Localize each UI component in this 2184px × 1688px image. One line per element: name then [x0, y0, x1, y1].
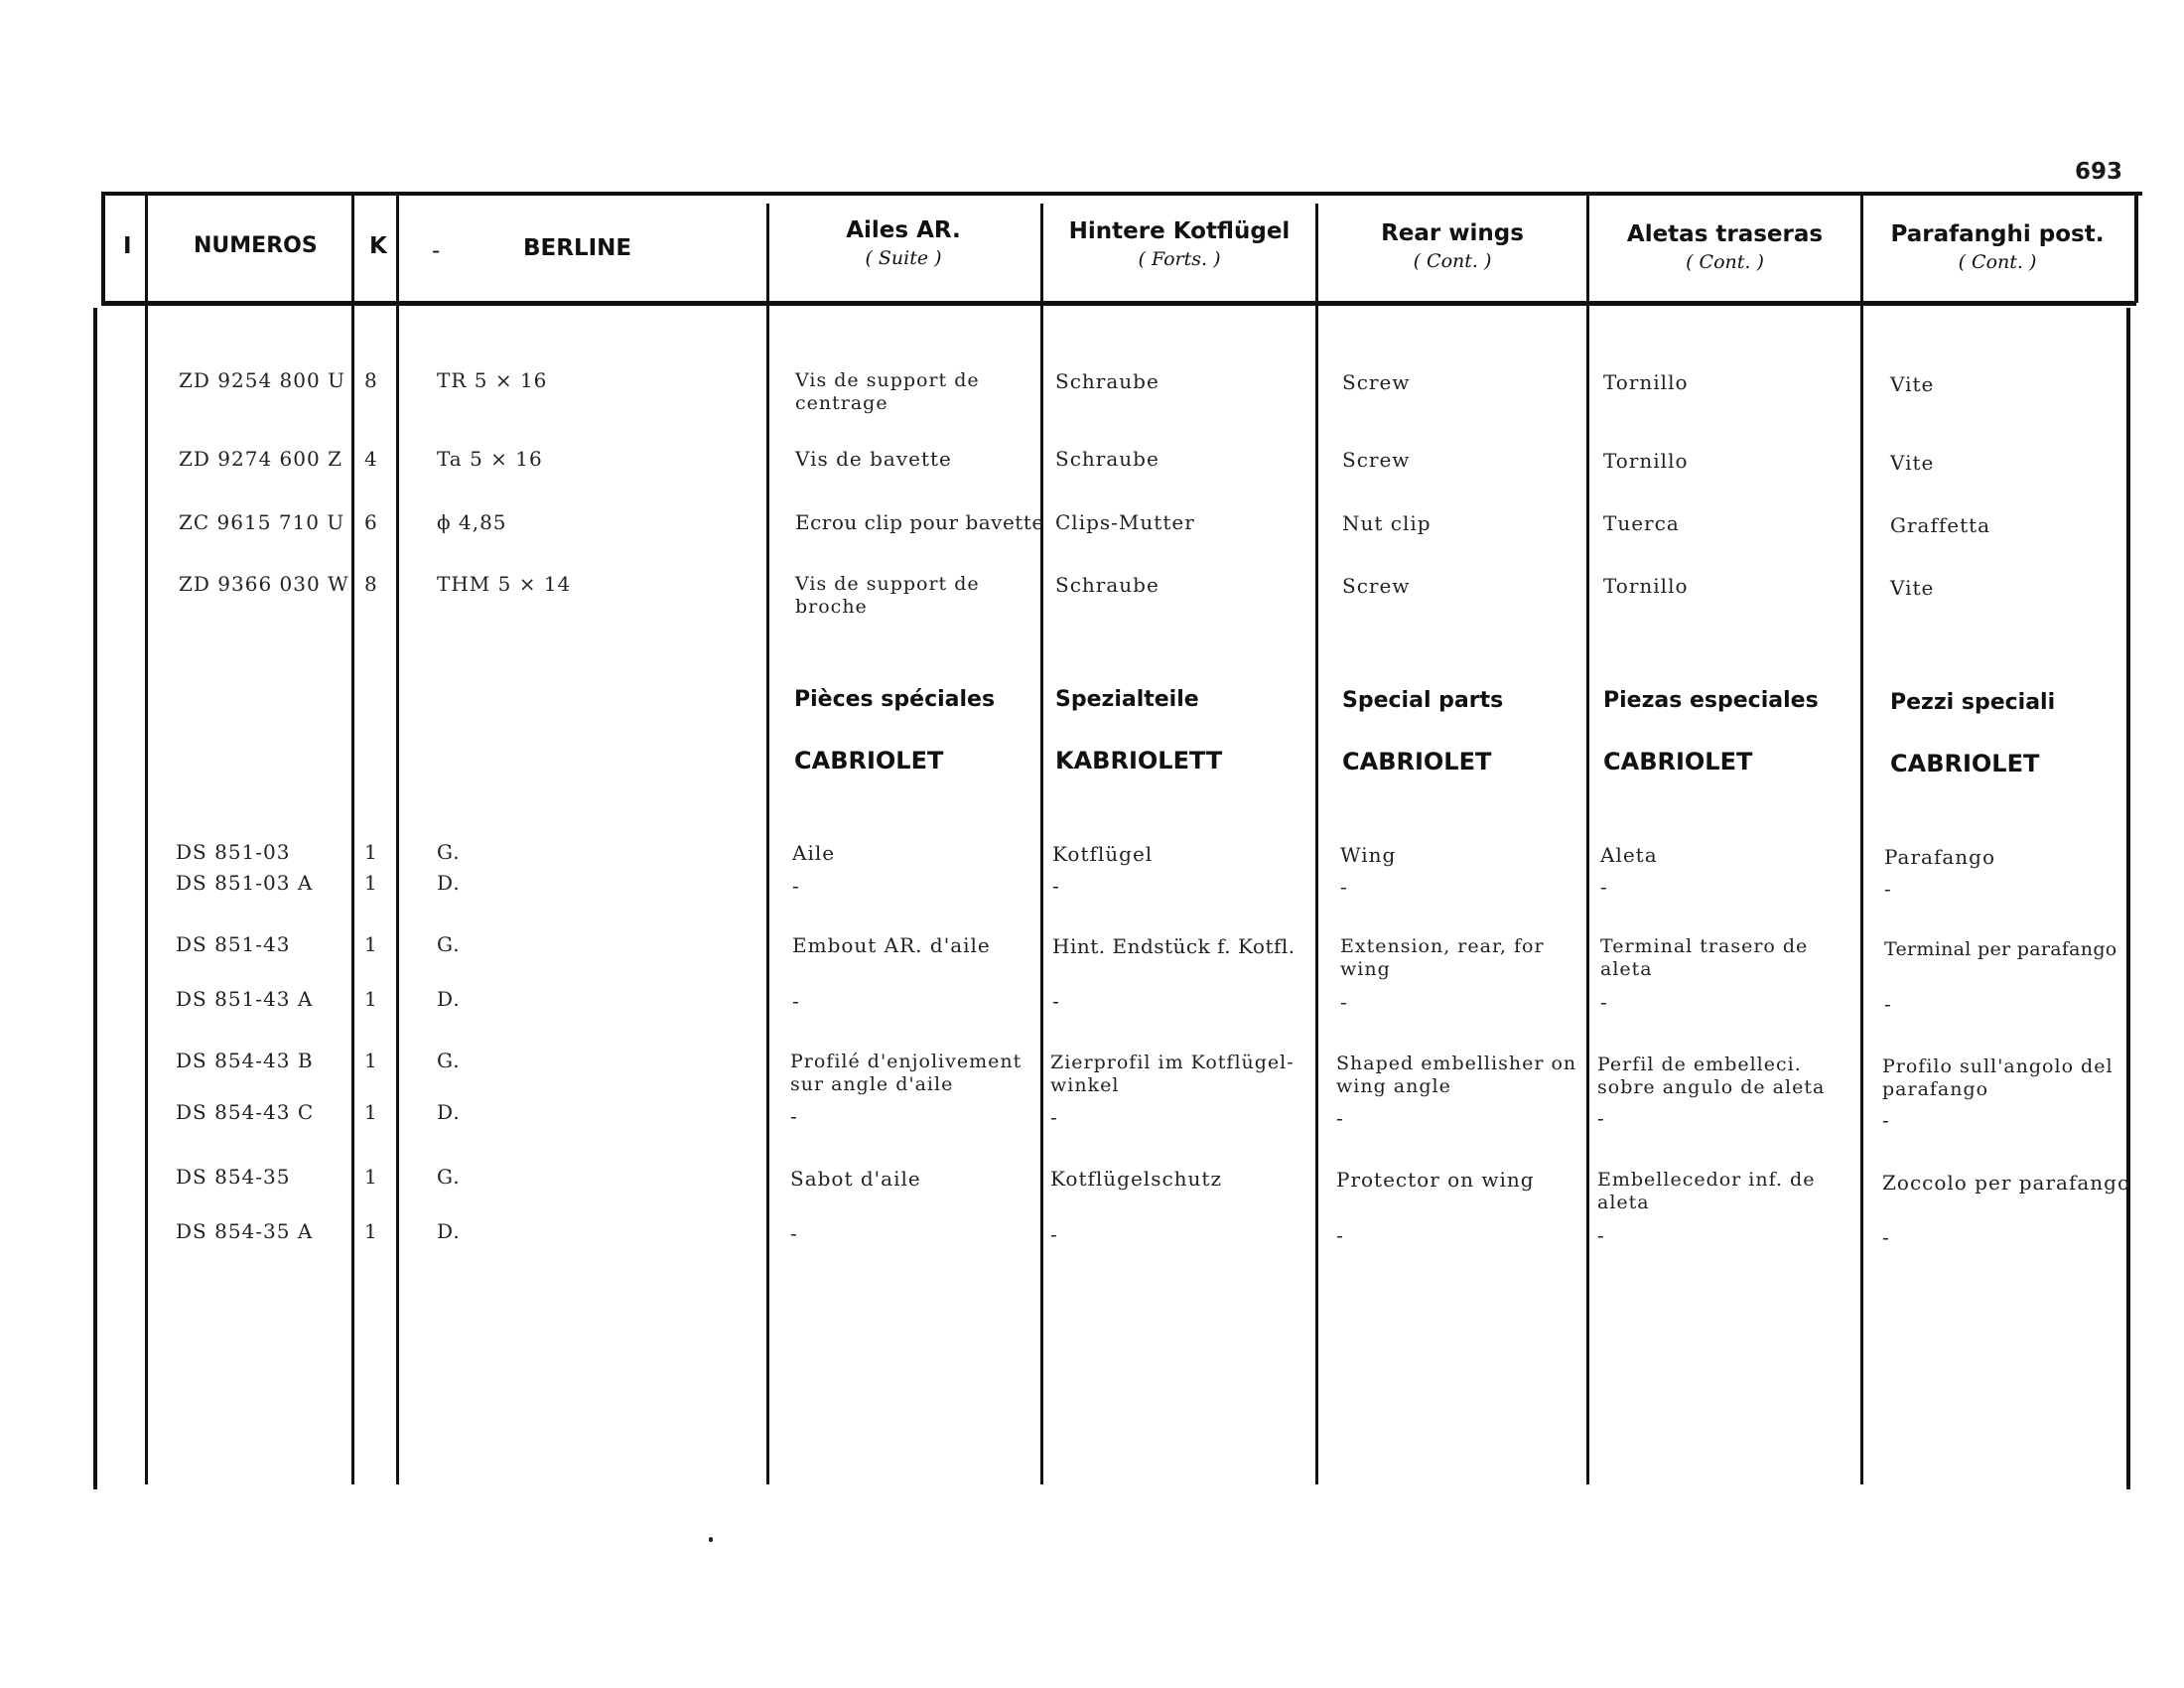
reference: D.	[437, 987, 461, 1011]
reference: D.	[437, 871, 461, 895]
desc-italian: -	[1884, 877, 1892, 901]
section-model-french: CABRIOLET	[794, 747, 944, 774]
desc-italian: -	[1882, 1225, 1890, 1249]
reference: Ta 5 × 16	[437, 447, 543, 471]
desc-english: -	[1340, 875, 1348, 899]
part-number: DS 851-43	[176, 932, 291, 956]
reference: G.	[437, 932, 461, 956]
header-english: Rear wings ( Cont. )	[1381, 220, 1524, 272]
desc-german: Schraube	[1055, 573, 1160, 597]
desc-italian: Terminal per parafango	[1884, 938, 2117, 960]
desc-spanish: Perfil de embelleci. sobre angulo de aleta	[1597, 1054, 1826, 1098]
desc-french: -	[792, 874, 800, 898]
reference: G.	[437, 840, 461, 864]
quantity: 1	[364, 987, 378, 1011]
section-model-german: KABRIOLETT	[1055, 747, 1223, 774]
desc-german: Clips-Mutter	[1055, 510, 1195, 534]
section-model-english: CABRIOLET	[1342, 748, 1492, 775]
desc-french: Vis de bavette	[795, 447, 952, 471]
desc-french: Vis de support de broche	[795, 573, 980, 618]
desc-french: -	[790, 1221, 798, 1245]
desc-german: Kotflügel	[1052, 842, 1154, 866]
part-number: DS 854-43 C	[176, 1100, 315, 1124]
desc-english: Protector on wing	[1336, 1168, 1535, 1192]
header-dash: -	[432, 238, 441, 264]
quantity: 1	[364, 1165, 378, 1189]
reference: ϕ 4,85	[437, 510, 507, 534]
quantity: 1	[364, 871, 378, 895]
reference: G.	[437, 1165, 461, 1189]
frame-right-lower	[2126, 308, 2130, 1489]
desc-french: Vis de support de centrage	[795, 369, 980, 414]
desc-english: -	[1336, 1106, 1344, 1130]
desc-german: -	[1052, 874, 1060, 898]
reference: THM 5 × 14	[437, 572, 572, 596]
desc-german: Schraube	[1055, 447, 1160, 471]
divider-de	[1315, 204, 1318, 1484]
quantity: 1	[364, 1219, 378, 1243]
desc-spanish: Terminal trasero de aleta	[1600, 935, 1809, 980]
divider-berline	[766, 204, 769, 1484]
desc-german: Zierprofil im Kotflügel-winkel	[1050, 1052, 1295, 1096]
desc-italian: Vite	[1890, 576, 1935, 600]
desc-spanish: -	[1600, 875, 1608, 899]
part-number: DS 854-43 B	[176, 1049, 314, 1072]
desc-english: Nut clip	[1342, 511, 1432, 535]
quantity: 1	[364, 1049, 378, 1072]
reference: D.	[437, 1219, 461, 1243]
page-number: 693	[2075, 159, 2123, 185]
desc-italian: Vite	[1890, 372, 1935, 396]
desc-spanish: Embellecedor inf. de aleta	[1597, 1169, 1816, 1213]
desc-english: Extension, rear, for wing	[1340, 935, 1545, 980]
desc-french: -	[790, 1104, 798, 1128]
desc-english: -	[1336, 1223, 1344, 1247]
desc-italian: -	[1882, 1108, 1890, 1132]
section-special-french: Pièces spéciales	[794, 687, 996, 712]
part-number: DS 854-35	[176, 1165, 291, 1189]
header-i: I	[123, 233, 132, 259]
desc-spanish: -	[1597, 1106, 1605, 1130]
desc-french: -	[792, 989, 800, 1013]
quantity: 6	[364, 510, 378, 534]
ink-speck	[709, 1537, 713, 1542]
header-french: Ailes AR. ( Suite )	[846, 217, 961, 269]
desc-german: Kotflügelschutz	[1050, 1167, 1222, 1191]
desc-spanish: Tuerca	[1603, 511, 1680, 535]
desc-italian: Graffetta	[1890, 513, 1991, 537]
part-number: DS 854-35 A	[176, 1219, 314, 1243]
desc-french: Profilé d'enjolivement sur angle d'aile	[790, 1051, 1023, 1095]
divider-en	[1586, 194, 1589, 1484]
desc-italian: Zoccolo per parafango	[1882, 1171, 2130, 1195]
part-number: ZC 9615 710 U	[179, 510, 345, 534]
quantity: 4	[364, 447, 378, 471]
header-k: K	[369, 233, 387, 259]
section-special-italian: Pezzi speciali	[1890, 690, 2056, 715]
header-bottom-rule	[101, 301, 2136, 306]
section-model-italian: CABRIOLET	[1890, 750, 2040, 777]
reference: G.	[437, 1049, 461, 1072]
part-number: DS 851-03 A	[176, 871, 314, 895]
part-number: DS 851-03	[176, 840, 291, 864]
quantity: 1	[364, 932, 378, 956]
section-special-spanish: Piezas especiales	[1603, 688, 1819, 713]
quantity: 1	[364, 1100, 378, 1124]
reference: D.	[437, 1100, 461, 1124]
desc-german: -	[1050, 1222, 1058, 1246]
divider-fr	[1040, 204, 1043, 1484]
desc-french: Aile	[792, 841, 836, 865]
section-special-german: Spezialteile	[1055, 687, 1199, 712]
desc-spanish: -	[1600, 990, 1608, 1014]
part-number: ZD 9274 600 Z	[179, 447, 342, 471]
section-model-spanish: CABRIOLET	[1603, 748, 1753, 775]
header-berline: BERLINE	[523, 235, 632, 261]
desc-french: Ecrou clip pour bavette	[795, 510, 1044, 534]
desc-english: Wing	[1340, 843, 1397, 867]
divider-es	[1860, 194, 1863, 1484]
desc-italian: -	[1884, 992, 1892, 1016]
desc-spanish: Aleta	[1600, 843, 1658, 867]
frame-right	[2134, 194, 2138, 303]
divider-numeros	[351, 194, 354, 1484]
quantity: 1	[364, 840, 378, 864]
desc-english: Screw	[1342, 574, 1411, 598]
desc-spanish: Tornillo	[1603, 449, 1689, 473]
reference: TR 5 × 16	[437, 368, 548, 392]
desc-german: -	[1052, 989, 1060, 1013]
divider-i	[145, 194, 148, 1484]
divider-k	[396, 194, 399, 1484]
header-numeros: NUMEROS	[194, 233, 318, 258]
desc-spanish: -	[1597, 1223, 1605, 1247]
header-german: Hintere Kotflügel ( Forts. )	[1068, 218, 1291, 270]
part-number: DS 851-43 A	[176, 987, 314, 1011]
part-number: ZD 9366 030 W	[179, 572, 349, 596]
frame-left-lower	[93, 308, 97, 1489]
desc-spanish: Tornillo	[1603, 370, 1689, 394]
desc-english: Screw	[1342, 370, 1411, 394]
table-top-rule	[101, 192, 2142, 196]
desc-german: Schraube	[1055, 369, 1160, 393]
desc-italian: Profilo sull'angolo del parafango	[1882, 1055, 2114, 1100]
desc-italian: Vite	[1890, 451, 1935, 475]
quantity: 8	[364, 368, 378, 392]
desc-english: Screw	[1342, 448, 1411, 472]
desc-french: Embout AR. d'aile	[792, 933, 991, 957]
desc-spanish: Tornillo	[1603, 574, 1689, 598]
quantity: 8	[364, 572, 378, 596]
desc-french: Sabot d'aile	[790, 1167, 921, 1191]
desc-german: Hint. Endstück f. Kotfl.	[1052, 934, 1296, 958]
desc-english: Shaped embellisher on wing angle	[1336, 1053, 1577, 1097]
header-spanish: Aletas traseras ( Cont. )	[1626, 221, 1824, 273]
part-number: ZD 9254 800 U	[179, 368, 345, 392]
section-special-english: Special parts	[1342, 688, 1504, 713]
header-italian: Parafanghi post. ( Cont. )	[1890, 221, 2105, 273]
desc-italian: Parafango	[1884, 845, 1996, 869]
frame-left	[101, 194, 105, 303]
desc-german: -	[1050, 1105, 1058, 1129]
desc-english: -	[1340, 990, 1348, 1014]
